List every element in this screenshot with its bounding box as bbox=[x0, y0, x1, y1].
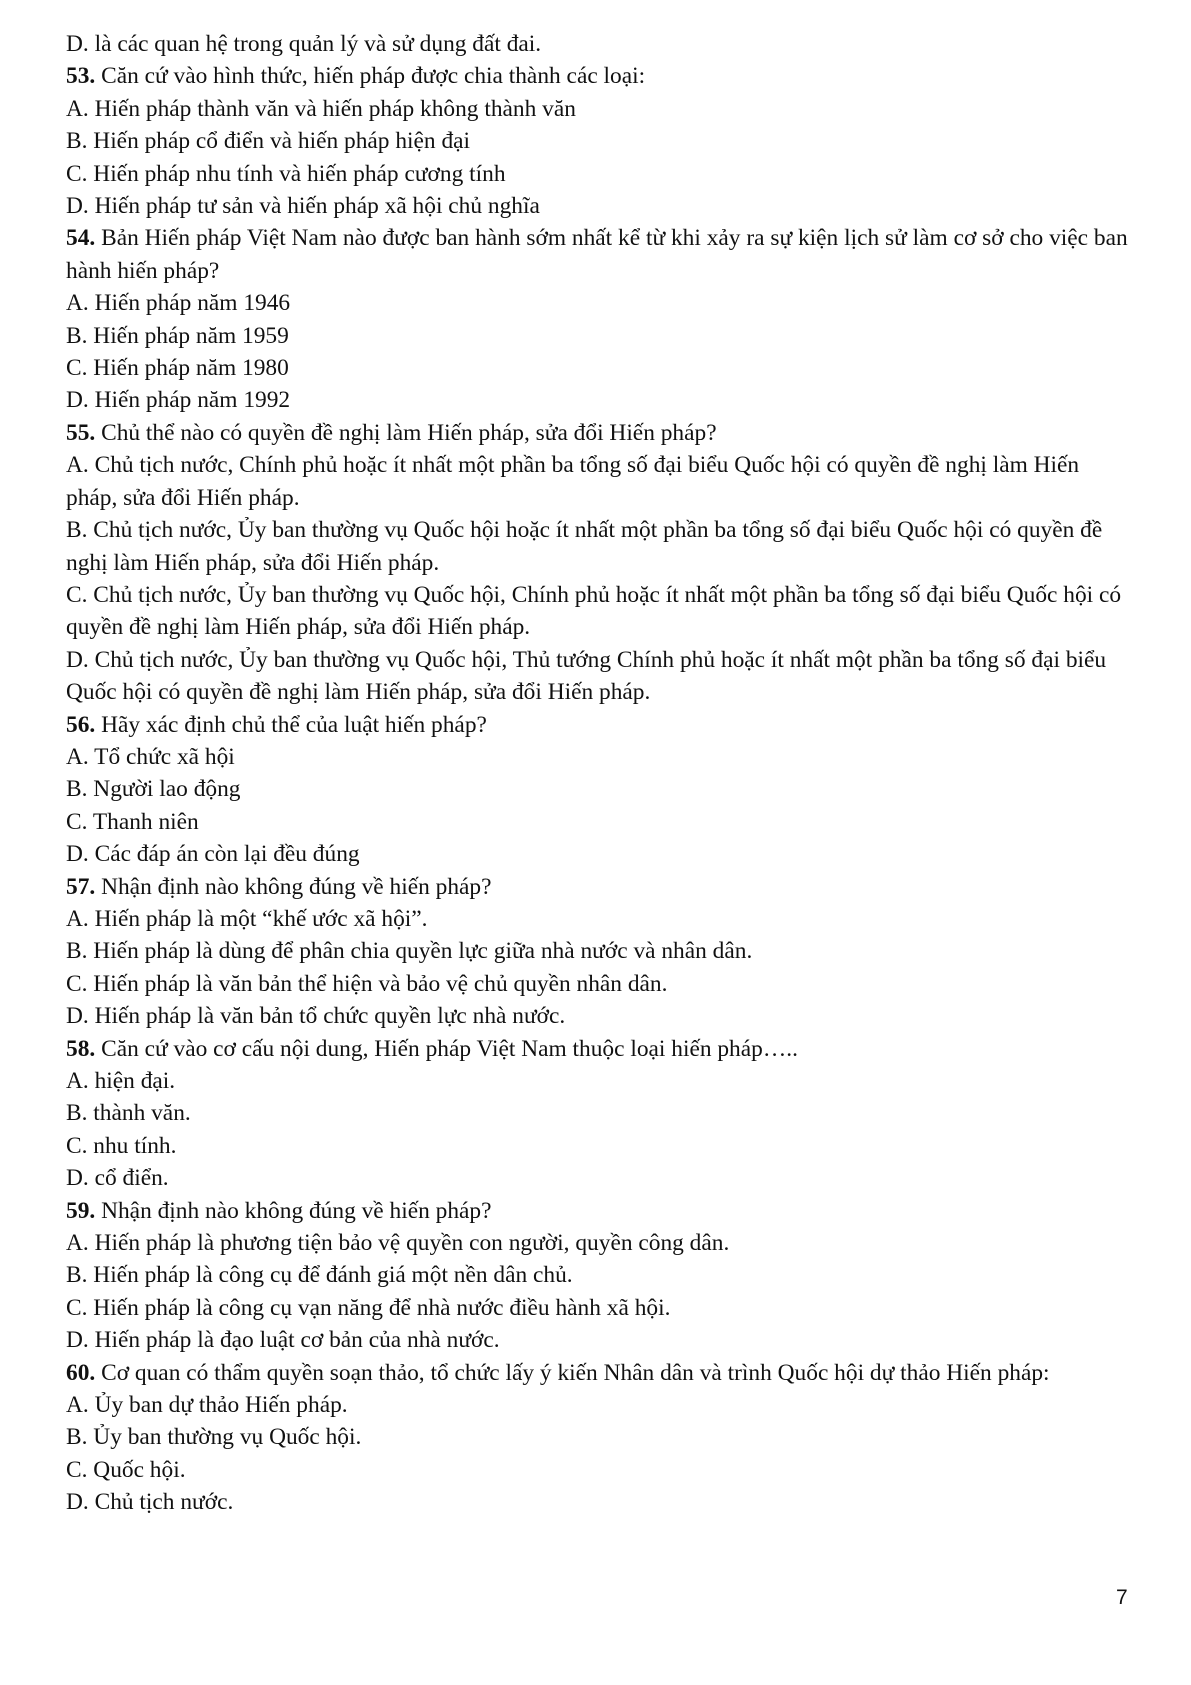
answer-option: A. Chủ tịch nước, Chính phủ hoặc ít nhất một phần ba tổng số đại biểu Quốc hội có quyền đề nghị làm Hiến pháp, sửa đổi Hiến pháp. bbox=[66, 452, 1080, 511]
answer-option: A. hiện đại. bbox=[66, 1068, 176, 1094]
question-number: 60. bbox=[66, 1359, 96, 1386]
answer-option: C. Hiến pháp là văn bản thể hiện và bảo vệ chủ quyền nhân dân. bbox=[66, 970, 668, 997]
question-stem bbox=[66, 1195, 1131, 1227]
question-number: 56. bbox=[66, 711, 96, 738]
answer-option: B. Hiến pháp là công cụ để đánh giá một nền dân chủ. bbox=[66, 1262, 573, 1289]
question-block bbox=[66, 417, 1131, 709]
question-text: Nhận định nào không đúng về hiến pháp? bbox=[95, 873, 492, 900]
answer-option: B. Chủ tịch nước, Ủy ban thường vụ Quốc hội hoặc ít nhất một phần ba tổng số đại biểu Quốc hội có quyền đề nghị làm Hiến pháp, sửa đổi Hiến pháp. bbox=[66, 517, 1103, 576]
question-text: Nhận định nào không đúng về hiến pháp? bbox=[95, 1197, 492, 1224]
question-block bbox=[66, 60, 1131, 222]
question-block bbox=[66, 1033, 1131, 1195]
document-body bbox=[66, 28, 1131, 1519]
answer-option: D. Hiến pháp là đạo luật cơ bản của nhà nước. bbox=[66, 1327, 500, 1354]
question-text: Bản Hiến pháp Việt Nam nào được ban hành sớm nhất kể từ khi xảy ra sự kiện lịch sử làm cơ sở cho việc ban hành hiến pháp? bbox=[66, 225, 1128, 284]
answer-option: C. Thanh niên bbox=[66, 808, 199, 835]
answer-option: C. Hiến pháp là công cụ vạn năng để nhà nước điều hành xã hội. bbox=[66, 1294, 671, 1321]
answer-option: B. Hiến pháp năm 1959 bbox=[66, 322, 289, 349]
question-number: 55. bbox=[66, 419, 96, 446]
answer-option: A. Hiến pháp là phương tiện bảo vệ quyền con người, quyền công dân. bbox=[66, 1230, 730, 1257]
answer-option: B. Hiến pháp cổ điển và hiến pháp hiện đại bbox=[66, 128, 471, 155]
question-stem bbox=[66, 222, 1131, 287]
question-block bbox=[66, 1195, 1131, 1357]
leading-option: D. là các quan hệ trong quản lý và sử dụng đất đai. bbox=[66, 31, 542, 57]
answer-option: C. Quốc hội. bbox=[66, 1456, 186, 1483]
answer-option: D. Hiến pháp là văn bản tổ chức quyền lực nhà nước. bbox=[66, 1003, 566, 1030]
question-list bbox=[66, 60, 1131, 1518]
question-number: 53. bbox=[66, 63, 96, 90]
question-block bbox=[66, 222, 1131, 416]
question-stem bbox=[66, 1033, 1131, 1065]
answer-option: A. Hiến pháp năm 1946 bbox=[66, 290, 291, 317]
answer-option: B. thành văn. bbox=[66, 1100, 191, 1127]
answer-option: A. Hiến pháp thành văn và hiến pháp không thành văn bbox=[66, 95, 576, 122]
question-block bbox=[66, 871, 1131, 1033]
question-stem bbox=[66, 709, 1131, 741]
answer-option: B. Hiến pháp là dùng để phân chia quyền lực giữa nhà nước và nhân dân. bbox=[66, 938, 753, 965]
answer-option: D. Các đáp án còn lại đều đúng bbox=[66, 841, 360, 868]
question-text: Căn cứ vào cơ cấu nội dung, Hiến pháp Việt Nam thuộc loại hiến pháp….. bbox=[95, 1035, 798, 1062]
question-number: 54. bbox=[66, 225, 96, 252]
question-text: Chủ thể nào có quyền đề nghị làm Hiến pháp, sửa đổi Hiến pháp? bbox=[95, 419, 717, 446]
answer-option: A. Ủy ban dự thảo Hiến pháp. bbox=[66, 1392, 348, 1419]
answer-option: C. Hiến pháp năm 1980 bbox=[66, 355, 289, 382]
question-text: Căn cứ vào hình thức, hiến pháp được chia thành các loại: bbox=[95, 63, 646, 90]
question-block bbox=[66, 709, 1131, 871]
answer-option: D. Hiến pháp năm 1992 bbox=[66, 387, 291, 414]
page-number: 7 bbox=[1116, 1586, 1128, 1609]
answer-option: D. Hiến pháp tư sản và hiến pháp xã hội chủ nghĩa bbox=[66, 193, 540, 220]
answer-option: A. Tổ chức xã hội bbox=[66, 743, 235, 770]
question-text: Cơ quan có thẩm quyền soạn thảo, tổ chức lấy ý kiến Nhân dân và trình Quốc hội dự thảo Hiến pháp: bbox=[95, 1359, 1050, 1386]
question-stem bbox=[66, 1357, 1131, 1389]
answer-option: B. Người lao động bbox=[66, 776, 241, 803]
answer-option: D. Chủ tịch nước. bbox=[66, 1489, 234, 1516]
question-number: 58. bbox=[66, 1035, 96, 1062]
question-number: 59. bbox=[66, 1197, 96, 1224]
answer-option: D. cổ điển. bbox=[66, 1165, 169, 1192]
answer-option: C. nhu tính. bbox=[66, 1132, 177, 1159]
answer-option: D. Chủ tịch nước, Ủy ban thường vụ Quốc hội, Thủ tướng Chính phủ hoặc ít nhất một phần ba tổng số đại biểu Quốc hội có quyền đề nghị làm Hiến pháp, sửa đổi Hiến pháp. bbox=[66, 646, 1107, 706]
question-stem bbox=[66, 60, 1131, 92]
answer-option: C. Chủ tịch nước, Ủy ban thường vụ Quốc hội, Chính phủ hoặc ít nhất một phần ba tổng số đại biểu Quốc hội có quyền đề nghị làm Hiến pháp, sửa đổi Hiến pháp. bbox=[66, 581, 1122, 641]
question-text: Hãy xác định chủ thể của luật hiến pháp? bbox=[95, 711, 487, 738]
question-block bbox=[66, 1357, 1131, 1519]
answer-option: C. Hiến pháp nhu tính và hiến pháp cương tính bbox=[66, 160, 506, 187]
answer-option: B. Ủy ban thường vụ Quốc hội. bbox=[66, 1424, 362, 1451]
question-number: 57. bbox=[66, 873, 96, 900]
answer-option: A. Hiến pháp là một “khế ước xã hội”. bbox=[66, 905, 428, 932]
question-stem bbox=[66, 417, 1131, 449]
question-stem bbox=[66, 871, 1131, 903]
